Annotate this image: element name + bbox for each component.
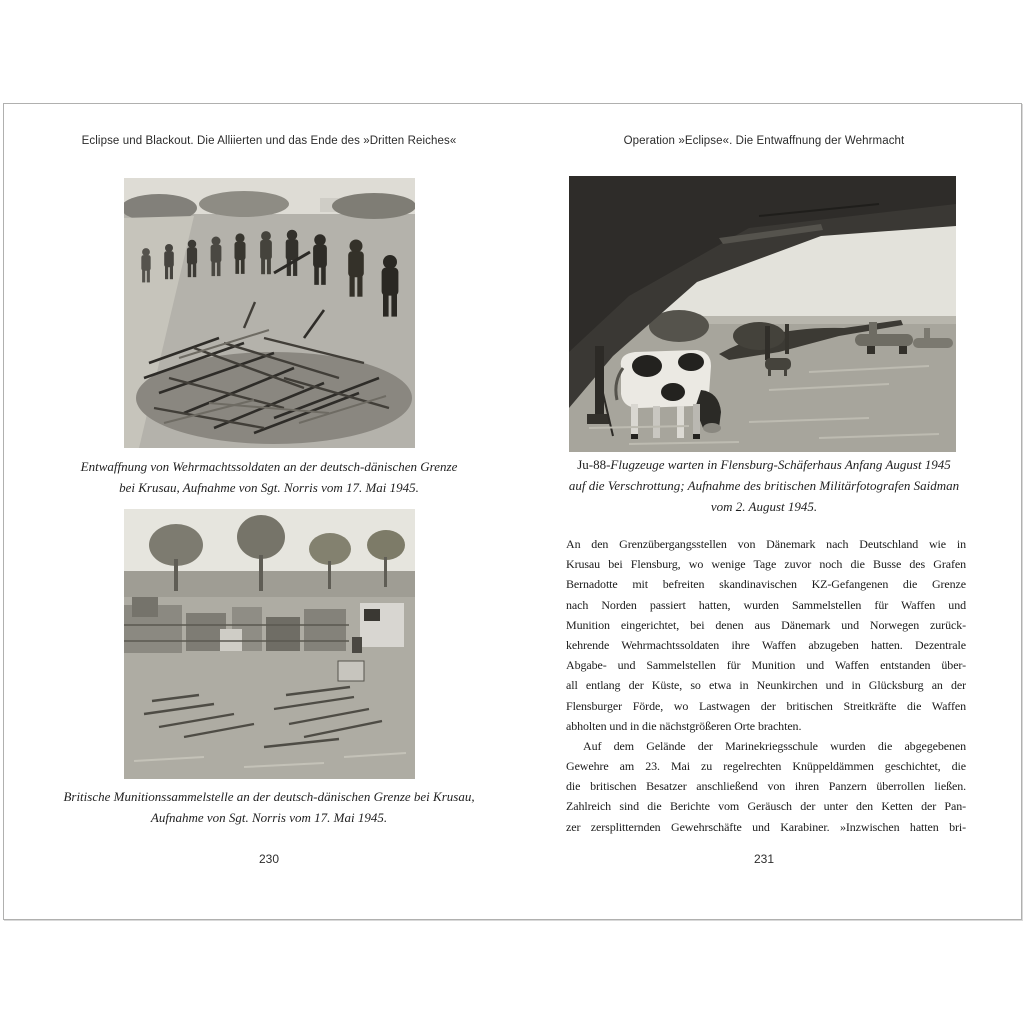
text-line: abholten und in die nächstgrößeren Orte brachten. [566,718,802,733]
text-line: Aufnahme von Sgt. Norris vom 17. Mai 1945. [150,810,388,825]
text-line: all entlang der Küste, so etwa in Neunkirchen und in Glücksburg an der [566,678,966,693]
right-running-head: Operation »Eclipse«. Die Entwaffnung der Wehrmacht [623,135,905,147]
text-line: Zahlreich sind die Berichte vom Geräusch der unter den Ketten der Pan- [566,799,966,814]
text-line: Auf dem Gelände der Marinekriegsschule wurden die abgegebenen [583,738,966,753]
text-line: Krusau bei Flensburg, wo wenige Tage zuvor noch die Busse des Grafen [566,557,966,572]
text-line: Entwaffnung von Wehrmachtssoldaten an der deutsch-dänischen Grenze [80,459,458,474]
text-line: An den Grenzübergangsstellen von Dänemark nach Deutschland wie in [566,537,966,551]
photo-rifle-pile [124,178,415,448]
page-number-right: 231 [753,852,775,866]
text-line: nach Norden passiert hatten, wurden Sammelstellen für Waffen und [566,597,966,612]
text-line: kehrende Wehrmachtssoldaten ihre Waffen abzugeben hatten. Dezentrale [566,637,966,652]
text-line: Ju-88-Flugzeuge warten in Flensburg-Schäferhaus Anfang August 1945 [577,457,951,472]
text-line: Flensburger Förde, wo Lastwagen der britischen Streitkräfte die Waffen [566,698,966,713]
photo-munitions-field [124,509,415,779]
text-line: bei Krusau, Aufnahme von Sgt. Norris vom 17. Mai 1945. [119,480,419,495]
text-line: zer zersplitternden Gewehrschäfte und Karabiner. »Inzwischen hatten bri- [566,819,966,834]
photo-ju88-airfield [569,176,956,452]
text-line: vom 2. August 1945. [710,499,818,514]
caption-photo-rifle-pile [39,456,499,498]
text-line: die britischen Besatzer anschließend von ihren Panzern überrollen ließen. [566,779,966,794]
photo-rifle-pile-image [124,178,415,448]
book-spread [3,103,1022,920]
text-line: Bernadotte mit befreiten skandinavischen KZ-Gefangenen die Grenze [566,577,966,592]
left-running-head: Eclipse und Blackout. Die Alliierten und das Ende des »Dritten Reiches« [81,135,457,147]
photo-ju88-airfield-image [569,176,956,452]
cart [338,661,364,681]
roman-text-span: Ju-88- [577,457,611,472]
caption-photo-ju88 [534,454,994,517]
body-text [566,534,966,837]
page-number-left: 230 [258,852,280,866]
text-line: Britische Munitionssammelstelle an der deutsch-dänischen Grenze bei Krusau, [63,789,475,804]
text-line: Gewehre am 23. Mai zu regelrechten Knüppeldämmen geschichtet, die [566,759,966,774]
caption-photo-munitions-field [39,786,499,828]
photo-munitions-field-image [124,509,415,779]
text-line: auf die Verschrottung; Aufnahme des britischen Militärfotografen Saidman [568,478,960,493]
text-line: Munition eingerichtet, bei denen aus Dänemark und Norwegen zurück- [566,617,966,632]
scrub-line [124,571,415,597]
text-line: Abgabe- und Sammelstellen für Munition und Waffen entstanden über- [566,658,966,673]
